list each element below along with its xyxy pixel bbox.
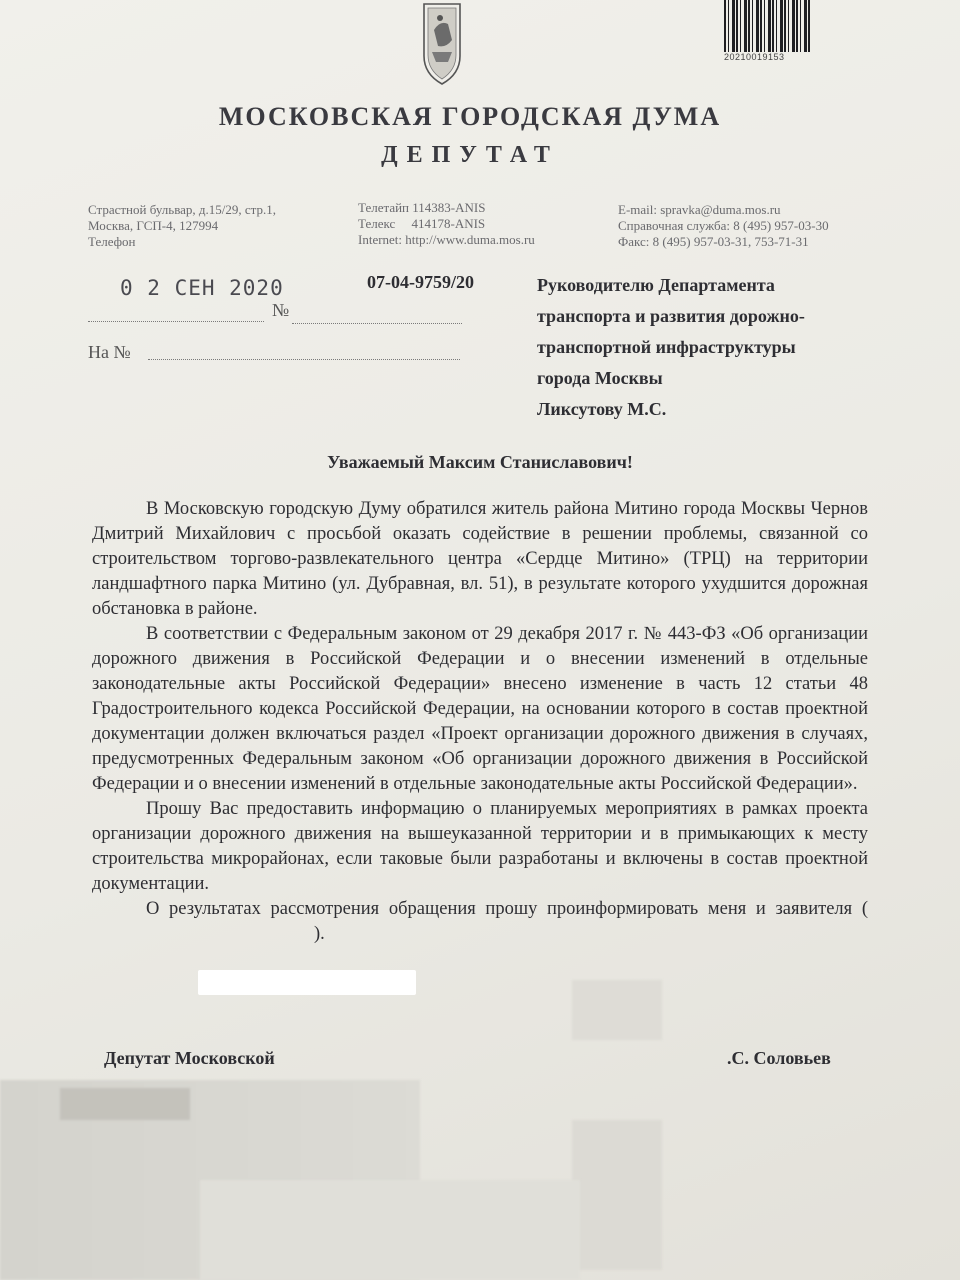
address-line: Москва, ГСП-4, 127994 (88, 218, 219, 233)
telex-line: Internet: http://www.duma.mos.ru (358, 232, 535, 247)
letter-body (92, 497, 868, 947)
email-block (618, 202, 829, 250)
paragraph (92, 897, 868, 947)
number-label: № (272, 300, 290, 320)
date-line (88, 321, 264, 322)
registration-number: 07-04-9759/20 (367, 272, 474, 292)
date-stamp: 0 2 СЕН 2020 (120, 276, 284, 300)
redacted-area (572, 1120, 662, 1270)
address-line: Страстной бульвар, д.15/29, стр.1, (88, 202, 277, 217)
paragraph-end: ). (314, 924, 325, 944)
telex-line: Телекс 414178-ANIS (358, 216, 486, 231)
barcode (724, 0, 810, 52)
telex-block (358, 200, 535, 248)
email-line: E-mail: spravka@duma.mos.ru (618, 202, 781, 217)
redacted-area (200, 1180, 580, 1280)
signature-title-line: Депутат Московской (104, 1048, 275, 1068)
email-line: Факс: 8 (495) 957-03-31, 753-71-31 (618, 234, 809, 249)
address-block (88, 202, 276, 250)
redacted-area (60, 1088, 190, 1120)
barcode-number: 20210019153 (724, 52, 785, 62)
moscow-coat-of-arms-icon (418, 0, 466, 88)
redacted-area (572, 980, 662, 1040)
address-line: Телефон (88, 234, 136, 249)
addressee-block (537, 270, 917, 425)
role-title: ДЕПУТАТ (381, 142, 559, 168)
number-line (292, 323, 462, 324)
signature-name: .С. Соловьев (727, 1048, 831, 1068)
addressee-line: транспортной инфраструктуры (537, 337, 796, 357)
redaction-box (198, 970, 416, 995)
organization-title: МОСКОВСКАЯ ГОРОДСКАЯ ДУМА (218, 102, 722, 131)
paragraph: Прошу Вас предоставить информацию о планируемых мероприятиях в рамках проекта организации дорожного движения на вышеуказанной территории и в примыкающих к месту строительства микрорайонах, если таковые были разработаны и включены в состав проектной документации. (92, 799, 868, 894)
salutation: Уважаемый Максим Станиславович! (327, 452, 633, 472)
addressee-line: города Москвы (537, 368, 663, 388)
paragraph: В соответствии с Федеральным законом от 29 декабря 2017 г. № 443-ФЗ «Об организации дорожного движения в Российской Федерации и о внесении изменений в отдельные законодательные акты Российской Федерации» внесено изменение в часть 12 статьи 48 Градостроительного кодекса Российской Федерации, на основании которого в состав проектной документации должен включаться раздел «Проект организации дорожного движения в случаях, предусмотренных Федеральным законом «Об организации дорожного движения в Российской Федерации и о внесении изменений в отдельные законодательные акты Российской Федерации». (92, 624, 868, 794)
telex-line: Телетайп 114383-ANIS (358, 200, 486, 215)
addressee-line: Руководителю Департамента (537, 275, 775, 295)
paragraph: В Московскую городскую Думу обратился житель района Митино города Москвы Чернов Дмитрий Михайлович с просьбой оказать содействие в решении проблемы, связанной со строительством торгово-развлекательного центра «Сердце Митино» (ТРЦ) на территории ландшафтного парка Митино (ул. Дубравная, вл. 51), в результате которого ухудшится дорожная обстановка в районе. (92, 499, 868, 619)
addressee-line: Ликсутову М.С. (537, 399, 667, 419)
email-line: Справочная служба: 8 (495) 957-03-30 (618, 218, 829, 233)
addressee-line: транспорта и развития дорожно- (537, 306, 805, 326)
reply-to-label: На № (88, 342, 131, 362)
reply-to-line (148, 359, 460, 360)
paragraph-start: О результатах рассмотрения обращения прошу проинформировать меня и заявителя ( (146, 899, 868, 919)
